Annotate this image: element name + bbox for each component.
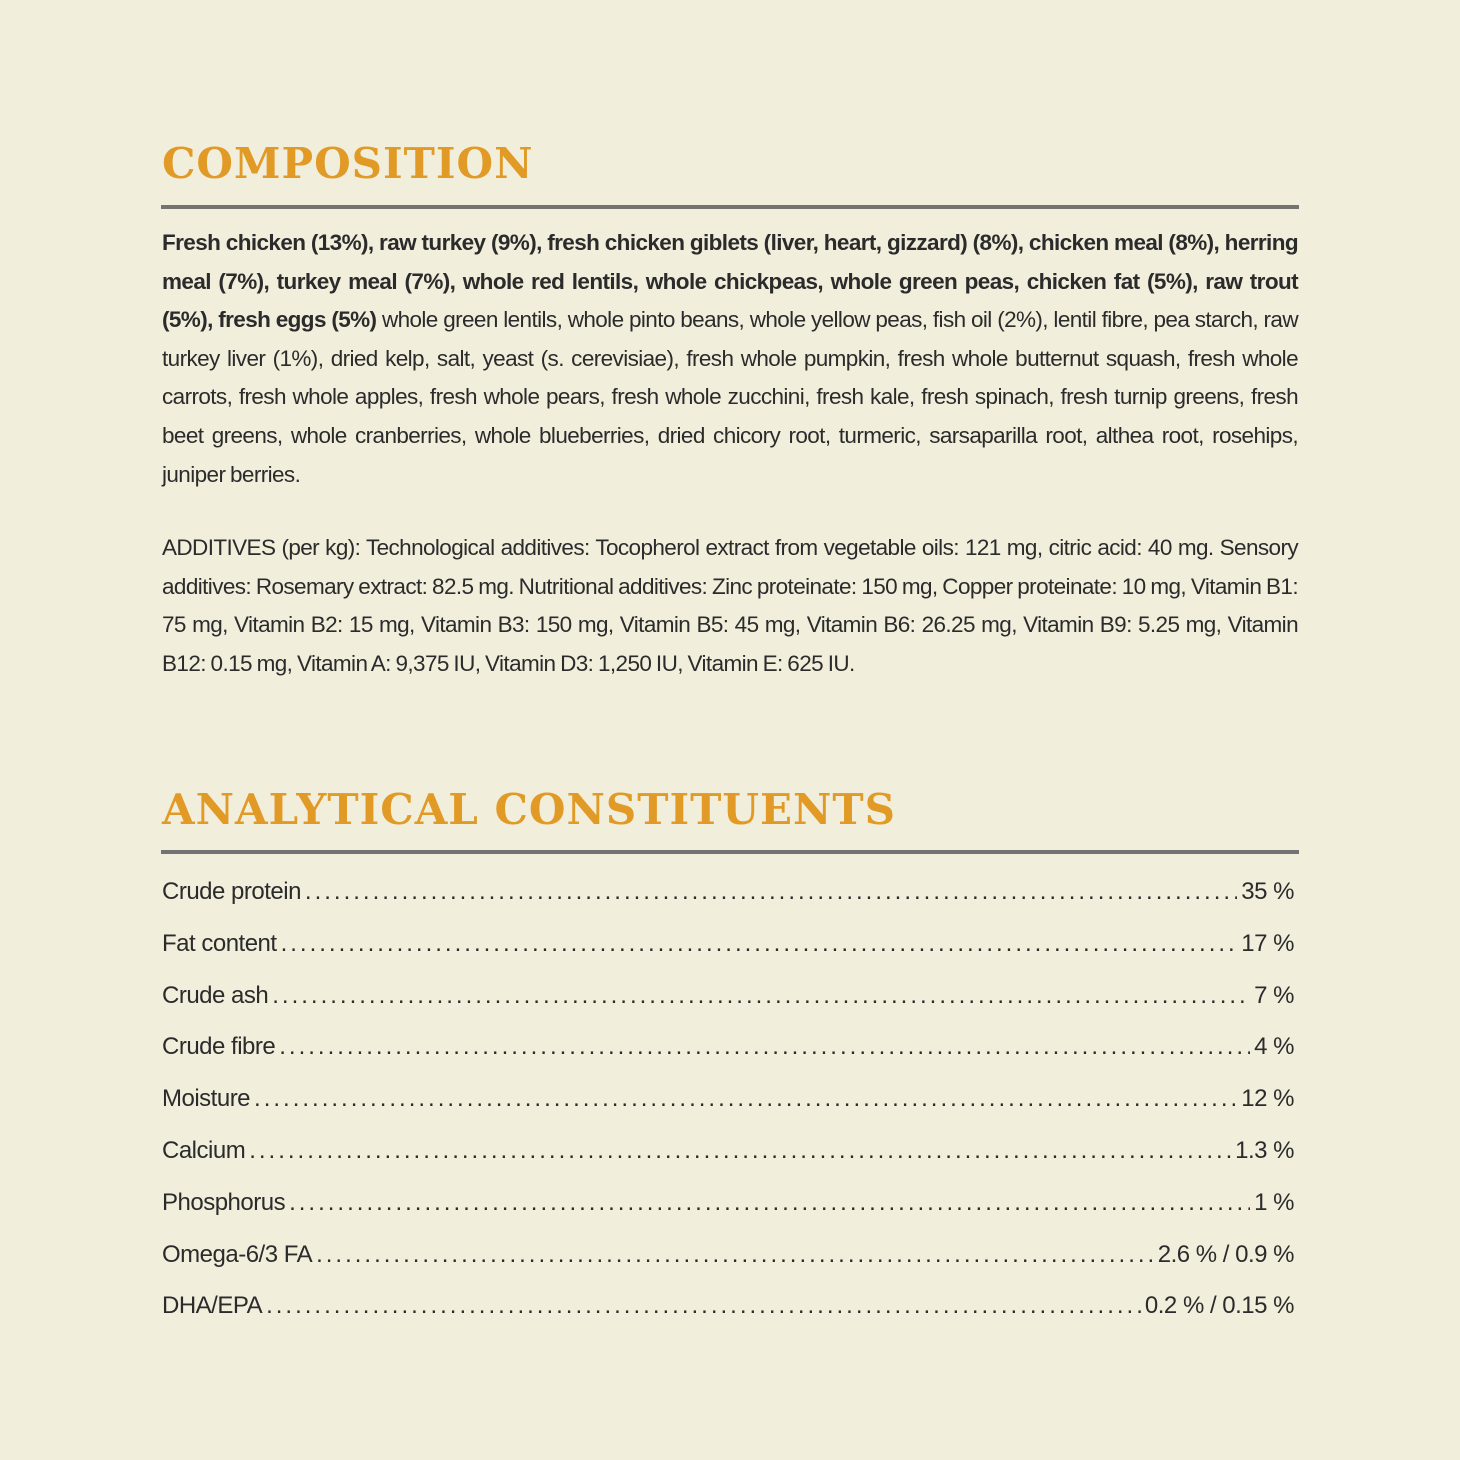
dot-leader <box>279 1025 1250 1069</box>
constituent-row-omega-fa <box>162 1233 1294 1285</box>
dot-leader <box>289 1181 1250 1225</box>
constituent-name: Fat content <box>162 929 277 957</box>
constituent-value: 35 % <box>1241 878 1294 905</box>
constituent-row-calcium <box>162 1129 1294 1181</box>
constituent-row-moisture <box>162 1077 1294 1129</box>
dot-leader <box>266 1284 1141 1328</box>
analytical-divider <box>161 850 1299 854</box>
ingredients-remaining: whole green lentils, whole pinto beans, whole yellow peas, fish oil (2%), lentil fibre, pea starch, raw turkey liver (1%), dried kelp, salt, yeast (s. cerevisiae), fresh whole pumpkin, fresh whole butternut squash, fresh whole carrots, fresh whole apples, fresh whole pears, fresh whole zucchini, fresh kale, fresh spinach, fresh turnip greens, fresh beet greens, whole cranberries, whole blueberries, dried chicory root, turmeric, sarsaparilla root, althea root, rosehips, juniper berries. <box>162 307 1298 487</box>
composition-title: COMPOSITION <box>162 139 534 188</box>
additives-paragraph: ADDITIVES (per kg): Technological additives: Tocopherol extract from vegetable oils: 121 mg, citric acid: 40 mg. Sensory additives: Rosemary extract: 82.5 mg. Nutritional additives: Zinc proteinate: 150 mg, Copper proteinate: 10 mg, Vitamin B1: 75 mg, Vitamin B2: 15 mg, Vitamin B3: 150 mg, Vitamin B5: 45 mg, Vitamin B6: 26.25 mg, Vitamin B9: 5.25 mg, Vitamin B12: 0.15 mg, Vitamin A: 9,375 IU, Vitamin D3: 1,250 IU, Vitamin E: 625 IU. <box>162 535 1298 676</box>
constituent-name: Crude protein <box>162 878 301 905</box>
constituent-row-dha-epa <box>162 1284 1294 1336</box>
constituent-row-crude-protein <box>162 870 1294 922</box>
constituent-row-crude-ash <box>162 974 1294 1026</box>
constituent-value: 1 % <box>1254 1188 1294 1216</box>
ingredients-main-bold: Fresh chicken (13%), raw turkey (9%), fresh chicken giblets (liver, heart, gizzard) (8%), chicken meal (8%), herring meal (7%), turkey meal (7%), whole red lentils, whole chickpeas, whole green peas, chicken fat (5%), raw trout (5%), fresh eggs (5%) <box>162 230 1298 333</box>
constituent-name: Phosphorus <box>162 1188 286 1216</box>
constituent-value: 12 % <box>1241 1085 1294 1113</box>
constituent-value: 17 % <box>1241 929 1294 957</box>
dot-leader <box>272 974 1250 1018</box>
constituent-value: 7 % <box>1254 981 1294 1009</box>
constituent-value: 4 % <box>1254 1033 1294 1061</box>
analytical-constituents-title: ANALYTICAL CONSTITUENTS <box>162 785 896 834</box>
dot-leader <box>254 1077 1237 1121</box>
constituent-row-phosphorus <box>162 1181 1294 1233</box>
dot-leader <box>281 922 1238 966</box>
constituent-name: Crude fibre <box>162 1033 276 1061</box>
constituent-row-fat-content <box>162 922 1294 974</box>
constituent-name: Omega-6/3 FA <box>162 1240 313 1268</box>
constituent-name: DHA/EPA <box>162 1292 263 1320</box>
constituent-value: 0.2 % / 0.15 % <box>1144 1292 1294 1320</box>
constituent-value: 2.6 % / 0.9 % <box>1157 1240 1294 1268</box>
dot-leader <box>249 1129 1231 1173</box>
constituent-name: Crude ash <box>162 981 269 1009</box>
constituents-list <box>162 870 1294 1336</box>
dot-leader <box>316 1233 1154 1277</box>
constituent-name: Moisture <box>162 1085 251 1113</box>
constituent-value: 1.3 % <box>1235 1136 1294 1164</box>
ingredients-paragraph <box>162 224 1298 494</box>
dot-leader <box>305 870 1237 914</box>
constituent-name: Calcium <box>162 1136 246 1164</box>
composition-divider <box>161 205 1299 209</box>
constituent-row-crude-fibre <box>162 1025 1294 1077</box>
